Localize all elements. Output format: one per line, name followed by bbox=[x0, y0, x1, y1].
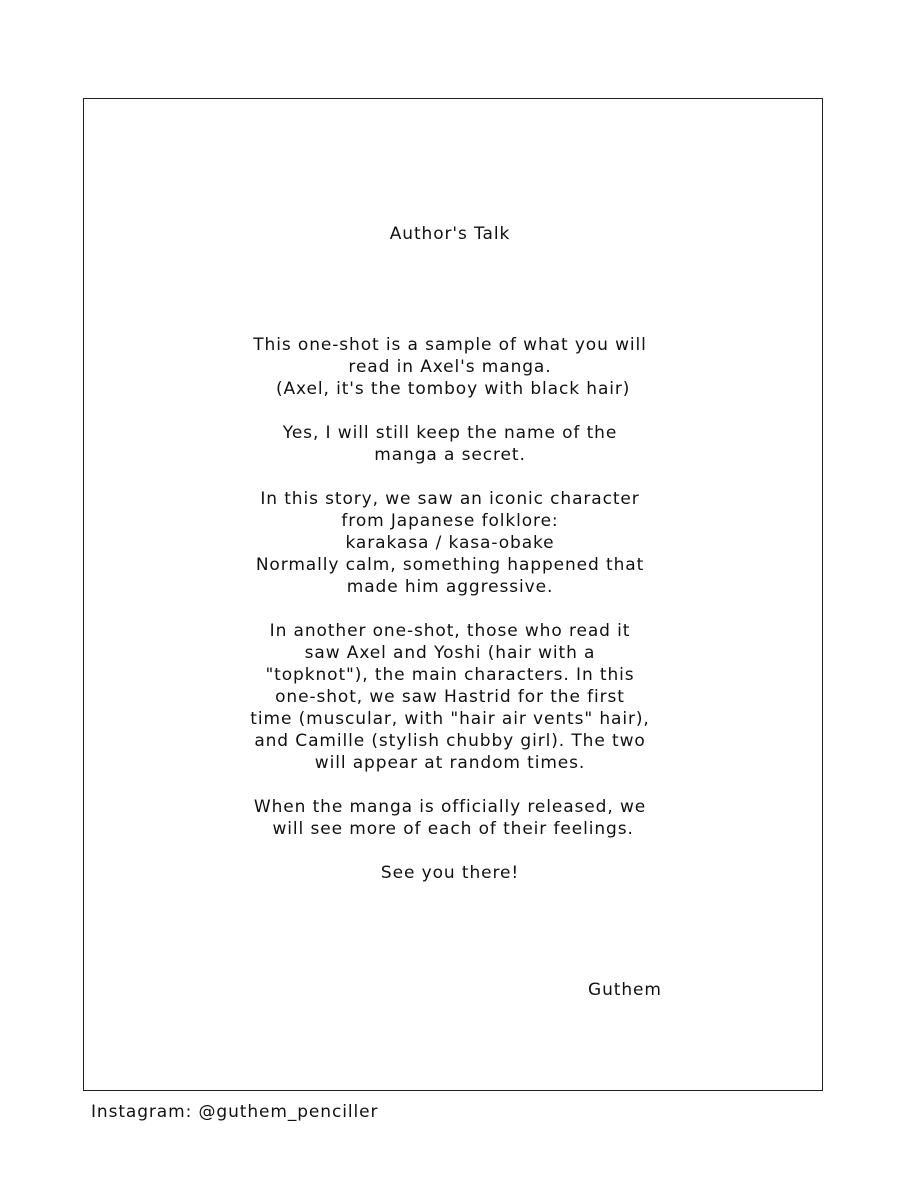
text-line: manga a secret. bbox=[374, 445, 526, 465]
text-line: will appear at random times. bbox=[314, 753, 586, 773]
author-talk-body bbox=[0, 334, 900, 906]
text-line: Normally calm, something happened that bbox=[255, 555, 645, 575]
text-line: When the manga is officially released, we bbox=[253, 797, 647, 817]
text-line: will see more of each of their feelings. bbox=[266, 819, 634, 839]
text-line: "topknot"), the main characters. In this bbox=[265, 665, 635, 685]
text-line: karakasa / kasa-obake bbox=[345, 533, 555, 553]
text-line: In another one-shot, those who read it bbox=[269, 621, 631, 641]
paragraph-characters bbox=[0, 620, 900, 774]
paragraph-sample bbox=[0, 334, 900, 400]
text-line: (Axel, it's the tomboy with black hair) bbox=[269, 379, 631, 399]
text-line: and Camille (stylish chubby girl). The two bbox=[254, 731, 646, 751]
paragraph-release bbox=[0, 796, 900, 840]
page-title: Author's Talk bbox=[389, 224, 511, 244]
paragraph-closing bbox=[0, 862, 900, 884]
text-line: saw Axel and Yoshi (hair with a bbox=[304, 643, 596, 663]
paragraph-secret bbox=[0, 422, 900, 466]
text-line: This one-shot is a sample of what you will bbox=[253, 335, 647, 355]
text-line: made him aggressive. bbox=[346, 577, 554, 597]
text-line: read in Axel's manga. bbox=[348, 357, 552, 377]
instagram-handle: Instagram: @guthem_penciller bbox=[91, 1102, 379, 1122]
text-line: Yes, I will still keep the name of the bbox=[282, 423, 618, 443]
text-line: In this story, we saw an iconic character bbox=[260, 489, 640, 509]
author-signature: Guthem bbox=[588, 980, 662, 1000]
paragraph-folklore bbox=[0, 488, 900, 598]
text-line: time (muscular, with "hair air vents" hair), bbox=[250, 709, 650, 729]
text-line: from Japanese folklore: bbox=[341, 511, 559, 531]
text-line: one-shot, we saw Hastrid for the first bbox=[275, 687, 625, 707]
text-line: See you there! bbox=[380, 863, 520, 883]
